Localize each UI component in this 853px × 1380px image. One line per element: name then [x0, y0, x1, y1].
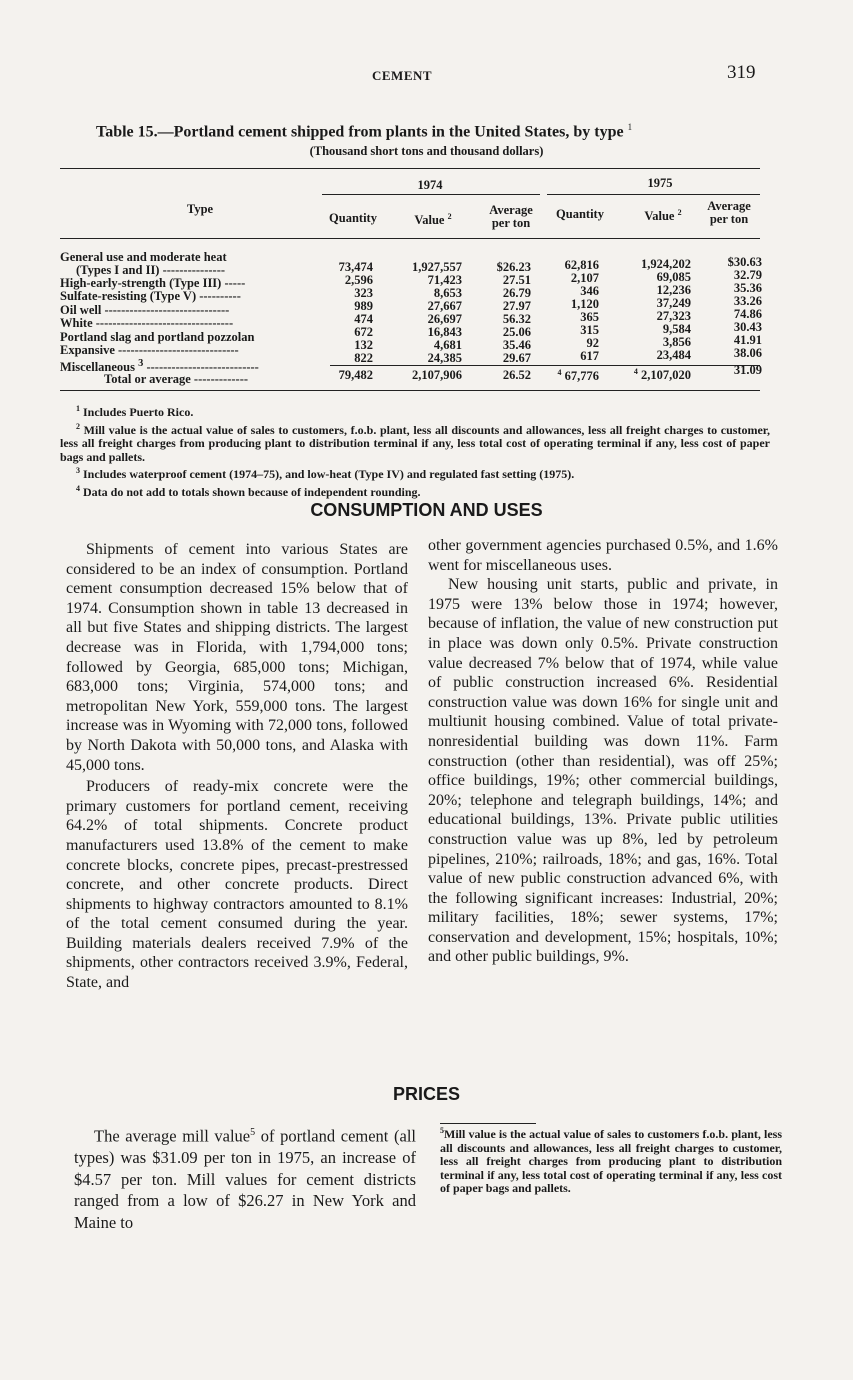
- table-subtitle: (Thousand short tons and thousand dollars): [309, 144, 544, 158]
- footnote: [60, 402, 770, 420]
- consumption-paragraph: Producers of ready-mix concrete were the primary customers for portland cement, receiving 64.2% of total shipments. Concrete product manufacturers used 13.8% of the cement to make concrete blocks, concrete pipes, precast-prestressed concrete, and other concrete products. Direct shipments to highway contractors amounted to 8.1% of the total cement consumed during the year. Building materials dealers received 7.9% of the shipments, other contractors received 3.9%, Federal, State, and: [66, 778, 408, 992]
- cell-a75: 30.43: [733, 320, 762, 334]
- row-label-oil-well: Oil well ------------------------------: [60, 303, 230, 317]
- cell-a75: $30.63: [727, 255, 762, 269]
- header-average-line1: Average: [707, 199, 751, 213]
- cell-a74: 27.97: [502, 299, 531, 313]
- year-1974-rule: [322, 194, 540, 195]
- cell-q74: 822: [354, 351, 373, 365]
- header-average-line2: per ton: [709, 212, 749, 226]
- cell-q75: 2,107: [570, 271, 599, 285]
- cell-v74: 71,423: [427, 273, 462, 287]
- cell-q74: 2,596: [344, 273, 373, 287]
- row-label-white: White ---------------------------------: [60, 316, 234, 330]
- page-number: 319: [727, 62, 756, 83]
- footnote-mark: 3: [76, 466, 80, 475]
- row-label-general-use: General use and moderate heat: [60, 250, 227, 264]
- cell-a75: 35.36: [733, 281, 762, 295]
- cell-total-v75-value: 2,107,020: [641, 368, 691, 383]
- cell-v75: 12,236: [656, 283, 691, 297]
- footnote-text: Data do not add to totals shown because of independent rounding.: [83, 484, 421, 499]
- header-average-1975: [694, 200, 764, 226]
- cell-v74: 27,667: [427, 299, 462, 313]
- row-label-slag: Portland slag and portland pozzolan: [60, 330, 255, 344]
- consumption-paragraph: other government agencies purchased 0.5%, and 1.6% went for miscellaneous uses.: [428, 537, 778, 574]
- footnote: [60, 482, 770, 500]
- header-value-note: 2: [447, 212, 452, 221]
- cell-v74: 26,697: [427, 312, 462, 326]
- cell-q74: 474: [354, 312, 373, 326]
- cell-total-a75: 31.09: [733, 363, 762, 377]
- cell-total-a74: 26.52: [502, 368, 531, 382]
- table-title-note: 1: [627, 122, 633, 132]
- cell-v75: 3,856: [662, 335, 691, 349]
- header-average-line2: per ton: [491, 216, 531, 230]
- cell-q74: 323: [354, 286, 373, 300]
- header-average-1974: [476, 204, 546, 230]
- cell-q75: 92: [586, 336, 599, 350]
- table-top-rule: [60, 168, 760, 169]
- cell-v75: 1,924,202: [641, 257, 691, 271]
- table-footnotes: [60, 402, 770, 499]
- row-label-general-use-types: (Types I and II) ---------------: [76, 263, 226, 277]
- prices-left-column: [74, 1122, 416, 1233]
- header-type: Type: [186, 202, 214, 216]
- consumption-left-column: [66, 540, 408, 993]
- consumption-paragraph: New housing unit starts, public and private, in 1975 were 13% below those in 1974; however, because of inflation, the value of new construction put in place was down only 0.5%. Private construction value decreased 7% below that of 1974, while value of public construction increased 6%. Residential construction value was down 16% for single unit and multiunit housing combined. Value of total private-nonresidential building was down 11%. Farm construction (other than residential), was off 25%; office buildings, 19%; other commercial buildings, 20%; telephone and telegraph buildings, 14%; and educational buildings, 13%. Private public utilities construction value was up 8%, led by petroleum pipelines, 210%; railroads, 18%; and gas, 16%. Total value of new public construction advanced 6%, with the following significant increases: Industrial, 20%; military facilities, 18%; sewer systems, 17%; conservation and development, 15%; hospitals, 10%; and other public buildings, 9%.: [428, 576, 778, 966]
- cell-a74: $26.23: [496, 260, 531, 274]
- cell-a74: 29.67: [502, 351, 531, 365]
- cell-q74: 73,474: [338, 260, 373, 274]
- row-label-misc-dashes: ---------------------------: [146, 360, 259, 375]
- header-value-1975: [628, 206, 698, 223]
- prices-footnote-text: Mill value is the actual value of sales to customers f.o.b. plant, less all discounts and allowances, less all freight charges to customer, less all freight charges from producing plant to distribution terminal if any, less total cost of operating terminal if any, less cost of paper bags and pallets.: [440, 1127, 782, 1195]
- header-average-line1: Average: [489, 203, 533, 217]
- cell-v75: 9,584: [662, 322, 691, 336]
- footnote-mark: 4: [76, 483, 80, 493]
- header-quantity-1974: Quantity: [329, 211, 377, 225]
- cell-q74: 672: [354, 325, 373, 339]
- header-value-label: Value: [414, 213, 445, 228]
- header-year-1975: 1975: [647, 176, 673, 190]
- cell-a75: 74.86: [733, 307, 762, 321]
- header-bottom-rule: [60, 238, 760, 239]
- prices-heading: PRICES: [392, 1084, 461, 1104]
- footnote-text: Includes waterproof cement (1974–75), and low-heat (Type IV) and regulated fast setting (1975).: [83, 467, 575, 481]
- cell-total-q74: 79,482: [338, 368, 373, 382]
- running-head: CEMENT: [372, 68, 433, 83]
- cell-q75: 315: [580, 323, 599, 337]
- cell-q75: 617: [580, 349, 599, 363]
- cell-total-q75-value: 67,776: [564, 369, 599, 384]
- total-rule: [330, 365, 760, 366]
- cell-total-q75-note: 4: [557, 368, 562, 377]
- cell-a75: 41.91: [733, 333, 762, 347]
- cell-a75: 38.06: [733, 346, 762, 360]
- prices-paragraph: [74, 1122, 416, 1233]
- table-bottom-rule: [60, 390, 760, 391]
- cell-v74: 16,843: [427, 325, 462, 339]
- header-year-1974: 1974: [417, 178, 443, 192]
- cell-total-v75: [634, 365, 691, 382]
- row-label-misc-note: 3: [138, 358, 144, 369]
- header-value-1974: [398, 210, 468, 227]
- cell-q74: 989: [354, 299, 373, 313]
- year-1975-rule: [547, 194, 760, 195]
- cell-a75: 33.26: [733, 294, 762, 308]
- cell-v75: 69,085: [656, 270, 691, 284]
- cell-total-v75-note: 4: [633, 367, 638, 376]
- cell-q74: 132: [354, 338, 373, 352]
- cell-total-q75: [558, 366, 600, 383]
- header-quantity-1975: Quantity: [556, 207, 604, 221]
- prices-text-b: of portland cement (all types) was $31.09 per ton in 1975, an increase of $4.57 per ton. Mill values for cement districts ranged from a low of $26.27 in New York and Maine to: [74, 1126, 416, 1232]
- cell-v74: 4,681: [433, 338, 462, 352]
- footnote-text: Includes Puerto Rico.: [83, 405, 194, 419]
- cell-a74: 56.32: [502, 312, 531, 326]
- cell-v74: 8,653: [433, 286, 462, 300]
- cell-a74: 26.79: [502, 286, 531, 300]
- cell-a74: 25.06: [502, 325, 531, 339]
- footnote-mark: 1: [76, 404, 80, 413]
- cell-q75: 365: [580, 310, 599, 324]
- prices-note-mark: 5: [250, 1127, 256, 1138]
- cell-a74: 35.46: [502, 338, 531, 352]
- footnote: [60, 464, 770, 482]
- header-value-note: 2: [677, 208, 682, 217]
- cell-q75: 1,120: [570, 297, 599, 311]
- row-label-misc-text: Miscellaneous: [60, 360, 135, 375]
- cell-total-v74: 2,107,906: [412, 368, 462, 382]
- consumption-right-column: [428, 536, 778, 967]
- footnote-mark: 2: [76, 421, 80, 431]
- header-value-label: Value: [644, 209, 675, 224]
- row-label-sulfate: Sulfate-resisting (Type V) ----------: [60, 289, 241, 303]
- cell-a75: 32.79: [733, 268, 762, 282]
- cell-a74: 27.51: [502, 273, 531, 287]
- prices-footnote-mark: 5: [440, 1126, 444, 1135]
- consumption-paragraph: Shipments of cement into various States are considered to be an index of consumption. Portland cement consumption decreased 15% below that of 1974. Consumption shown in table 13 decreased in all but five States and shipping districts. The largest decrease was in Florida, with 1,794,000 tons; followed by Georgia, 685,000 tons; Michigan, 683,000 tons; Virginia, 574,000 tons; and metropolitan New York, 559,000 tons. The largest increase was in Wyoming with 72,000 tons, followed by North Dakota with 50,000 tons, and Alaska with 45,000 tons.: [66, 541, 408, 774]
- consumption-heading: CONSUMPTION AND USES: [310, 500, 543, 520]
- row-label-total: Total or average -------------: [104, 372, 249, 386]
- cell-q75: 62,816: [564, 258, 599, 272]
- prices-text-a: The average mill value: [94, 1126, 251, 1146]
- table-title-text: Table 15.—Portland cement shipped from plants in the United States, by type: [96, 123, 624, 141]
- row-label-high-early: High-early-strength (Type III) -----: [60, 276, 246, 290]
- footnote-text: Mill value is the actual value of sales to customers, f.o.b. plant, less all discounts and allowances, less all freight charges to customer, less all freight charges from producing plant to distribution terminal if any, less total cost of operating terminal if any, less cost of paper bags and pallets.: [60, 422, 770, 464]
- cell-v75: 27,323: [656, 309, 691, 323]
- cell-v74: 24,385: [427, 351, 462, 365]
- prices-footnote: [440, 1124, 782, 1196]
- cell-q75: 346: [580, 284, 599, 298]
- cell-v74: 1,927,557: [412, 260, 462, 274]
- table-title: [96, 122, 736, 141]
- cell-v75: 37,249: [656, 296, 691, 310]
- footnote: [60, 420, 770, 465]
- cell-v75: 23,484: [656, 348, 691, 362]
- row-label-expansive: Expansive -----------------------------: [60, 343, 239, 357]
